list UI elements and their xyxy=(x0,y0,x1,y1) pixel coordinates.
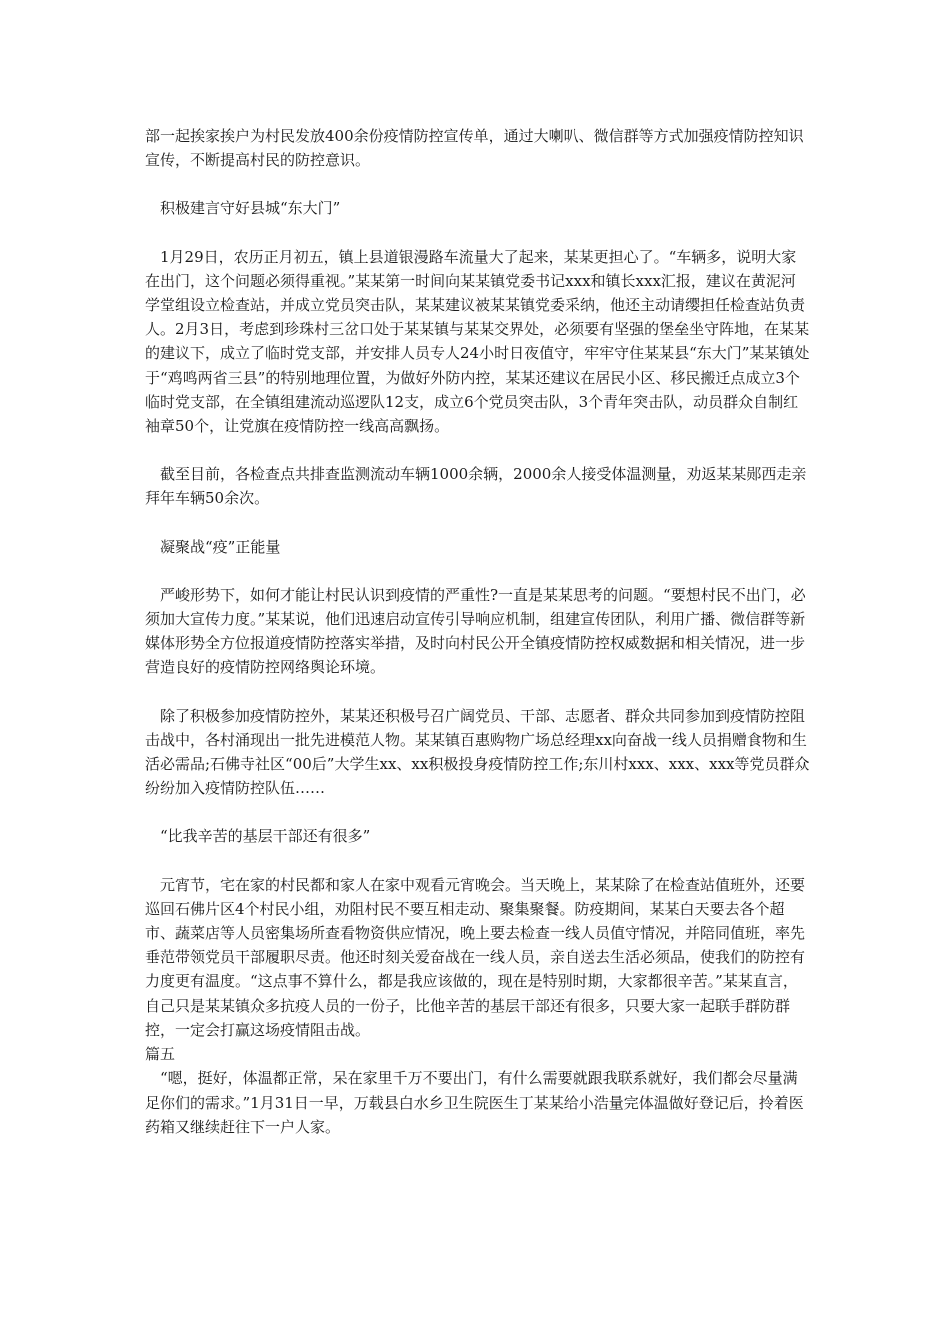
paragraph-checkpoint-setup: 1月29日，农历正月初五，镇上县道银漫路车流量大了起来，某某更担心了。“车辆多，说明大家在出门，这个问题必须得重视。”某某第一时间向某某镇党委书记xxx和镇长xxx汇报，建议在黄泥河学堂组设立检查站，并成立党员突击队，某某建议被某某镇党委采纳，他还主动请缨担任检查站负责人。2月3日，考虑到珍珠村三岔口处于某某镇与某某交界处，必须要有坚强的堡垒坐守阵地，在某某的建议下，成立了临时党支部，并安排人员专人24小时日夜值守，牢牢守住某某县“东大门”某某镇处于“鸡鸣两省三县”的特别地理位置，为做好外防内控，某某还建议在居民小区、移民搬迁点成立3个临时党支部，在全镇组建流动巡逻队12支，成立6个党员突击队，3个青年突击队，动员群众自制红袖章50个，让党旗在疫情防控一线高高飘扬。 xyxy=(145,247,810,436)
paragraph-inspection-stats: 截至目前，各检查点共排查监测流动车辆1000余辆，2000余人接受体温测量，劝返某某郧西走亲拜年车辆50余次。 xyxy=(145,465,807,508)
paragraph-volunteers: 除了积极参加疫情防控外，某某还积极号召广阔党员、干部、志愿者、群众共同参加到疫情防控阻击战中，各村涌现出一批先进模范人物。某某镇百惠购物广场总经理xx向奋战一线人员捐赠食物和生活必需品;石佛寺社区“00后”大学生xx、xx积极投身疫情防控工作;东川村xxx、xxx、xxx等党员群众纷纷加入疫情防控队伍…… xyxy=(145,706,810,798)
section-heading-east-gate: 积极建言守好县城“东大门” xyxy=(160,199,341,218)
section-heading-grassroots-cadres: “比我辛苦的基层干部还有很多” xyxy=(160,827,371,846)
paragraph-doctor-visit: “嗯，挺好，体温都正常，呆在家里千万不要出门，有什么需要就跟我联系就好，我们都会尽量满足你们的需求。”1月31日一早，万载县白水乡卫生院医生丁某某给小浩量完体温做好登记后，拎着医药箱又继续赶往下一户人家。 xyxy=(145,1069,804,1136)
paragraph-publicity: 严峻形势下，如何才能让村民认识到疫情的严重性?一直是某某思考的问题。“要想村民不出门，必须加大宣传力度。”某某说，他们迅速启动宣传引导响应机制，组建宣传团队，利用广播、微信群等新媒体形势全方位报道疫情防控落实举措，及时向村民公开全镇疫情防控权威数据和相关情况，进一步营造良好的疫情防控网络舆论环境。 xyxy=(145,585,806,677)
section-heading-positive-energy: 凝聚战“疫”正能量 xyxy=(160,537,281,556)
paragraph-lantern-festival: 元宵节，宅在家的村民都和家人在家中观看元宵晚会。当天晚上，某某除了在检查站值班外，还要巡回石佛片区4个村民小组，劝阻村民不要互相走动、聚集聚餐。防疫期间，某某白天要去各个超市、蔬菜店等人员密集场所查看物资供应情况，晚上要去检查一线人员值守情况，并陪同值班，率先垂范带领党员干部履职尽责。他还时刻关爱奋战在一线人员，亲自送去生活必须品，使我们的防控有力度更有温度。“这点事不算什么，都是我应该做的，现在是特别时期，大家都很辛苦。”某某直言，自己只是某某镇众多抗疫人员的一份子，比他辛苦的基层干部还有很多，只要大家一起联手群防群控，一定会打赢这场疫情阻击战。 xyxy=(145,875,806,1039)
document-body xyxy=(145,124,810,1139)
paragraph-intro-continuation: 部一起挨家挨户为村民发放400余份疫情防控宣传单，通过大喇叭、微信群等方式加强疫情防控知识宣传，不断提高村民的防控意识。 xyxy=(145,127,804,170)
section-label-part-five: 篇五 xyxy=(145,1045,176,1064)
